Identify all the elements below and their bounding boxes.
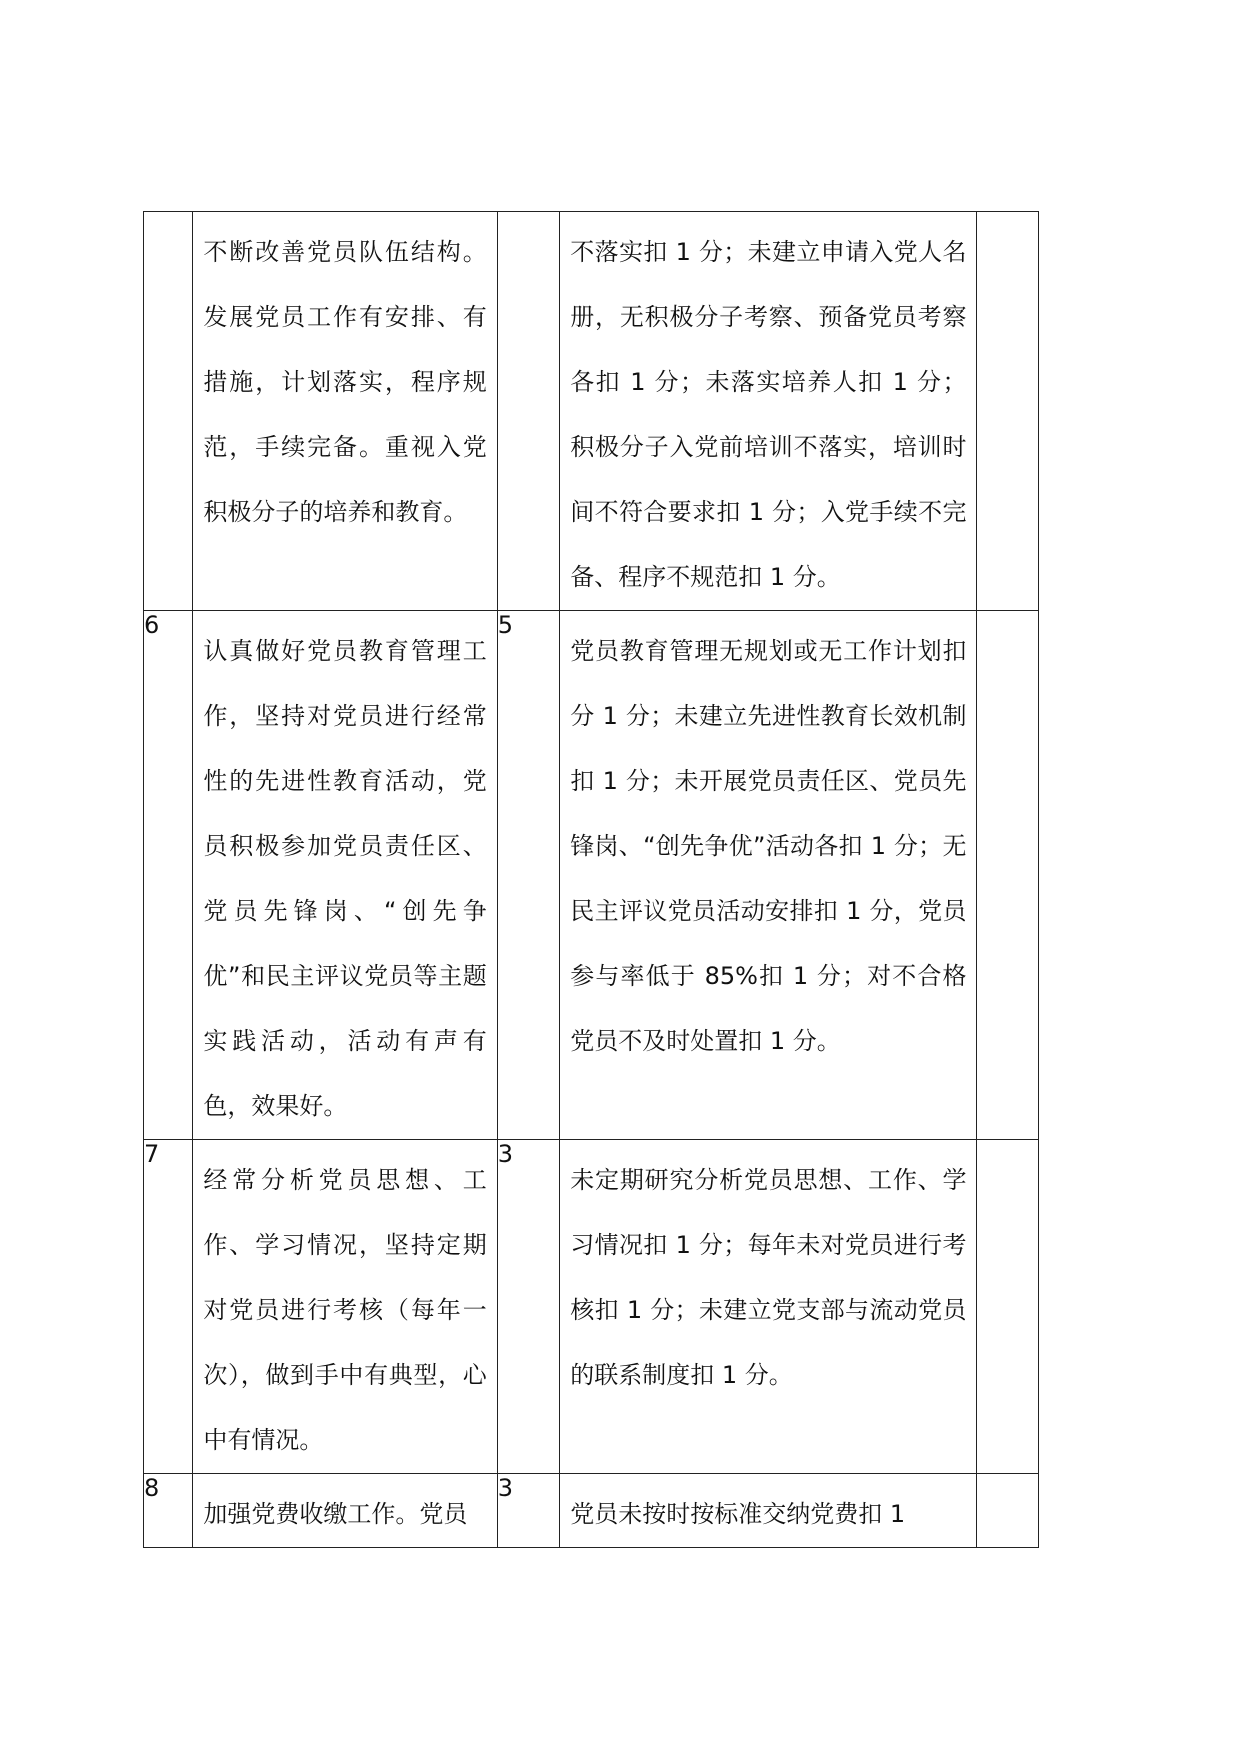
score-cell: 3	[497, 1474, 559, 1548]
requirement-cell	[193, 1140, 497, 1474]
requirement-text: 加强党费收缴工作。党员	[203, 1500, 468, 1528]
criteria-cell	[560, 611, 977, 1140]
assessment-table	[143, 211, 1039, 1548]
score-cell	[497, 212, 559, 611]
item-number-cell	[144, 212, 193, 611]
result-cell	[977, 611, 1039, 1140]
criteria-cell	[560, 1474, 977, 1548]
requirement-text: 不断改善党员队伍结构。发展党员工作有安排、有措施，计划落实，程序规范，手续完备。重视入党积极分子的培养和教育。	[203, 238, 487, 526]
score-cell: 3	[497, 1140, 559, 1474]
criteria-cell	[560, 1140, 977, 1474]
requirement-cell	[193, 611, 497, 1140]
criteria-text: 未定期研究分析党员思想、工作、学习情况扣 1 分；每年未对党员进行考核扣 1 分；未建立党支部与流动党员的联系制度扣 1 分。	[570, 1166, 967, 1389]
result-cell	[977, 212, 1039, 611]
requirement-text: 认真做好党员教育管理工作，坚持对党员进行经常性的先进性教育活动，党员积极参加党员责任区、党员先锋岗、“创先争优”和民主评议党员等主题实践活动，活动有声有色，效果好。	[203, 637, 487, 1120]
table-row	[144, 611, 1039, 1140]
item-number-cell: 8	[144, 1474, 193, 1548]
criteria-text: 党员教育管理无规划或无工作计划扣分 1 分；未建立先进性教育长效机制扣 1 分；未开展党员责任区、党员先锋岗、“创先争优”活动各扣 1 分；无民主评议党员活动安排扣 1 分，党员参与率低于 85%扣 1 分；对不合格党员不及时处置扣 1 分。	[570, 637, 967, 1055]
table-row	[144, 1474, 1039, 1548]
item-number-cell: 6	[144, 611, 193, 1140]
criteria-text: 不落实扣 1 分；未建立申请入党人名册，无积极分子考察、预备党员考察各扣 1 分；未落实培养人扣 1 分；积极分子入党前培训不落实，培训时间不符合要求扣 1 分；入党手续不完备、程序不规范扣 1 分。	[570, 238, 967, 591]
criteria-cell	[560, 212, 977, 611]
table-row	[144, 212, 1039, 611]
criteria-text: 党员未按时按标准交纳党费扣 1	[570, 1500, 906, 1528]
requirement-cell	[193, 1474, 497, 1548]
score-cell: 5	[497, 611, 559, 1140]
table-row	[144, 1140, 1039, 1474]
requirement-text: 经常分析党员思想、工作、学习情况，坚持定期对党员进行考核（每年一次），做到手中有典型，心中有情况。	[203, 1166, 487, 1454]
result-cell	[977, 1140, 1039, 1474]
item-number-cell: 7	[144, 1140, 193, 1474]
result-cell	[977, 1474, 1039, 1548]
requirement-cell	[193, 212, 497, 611]
